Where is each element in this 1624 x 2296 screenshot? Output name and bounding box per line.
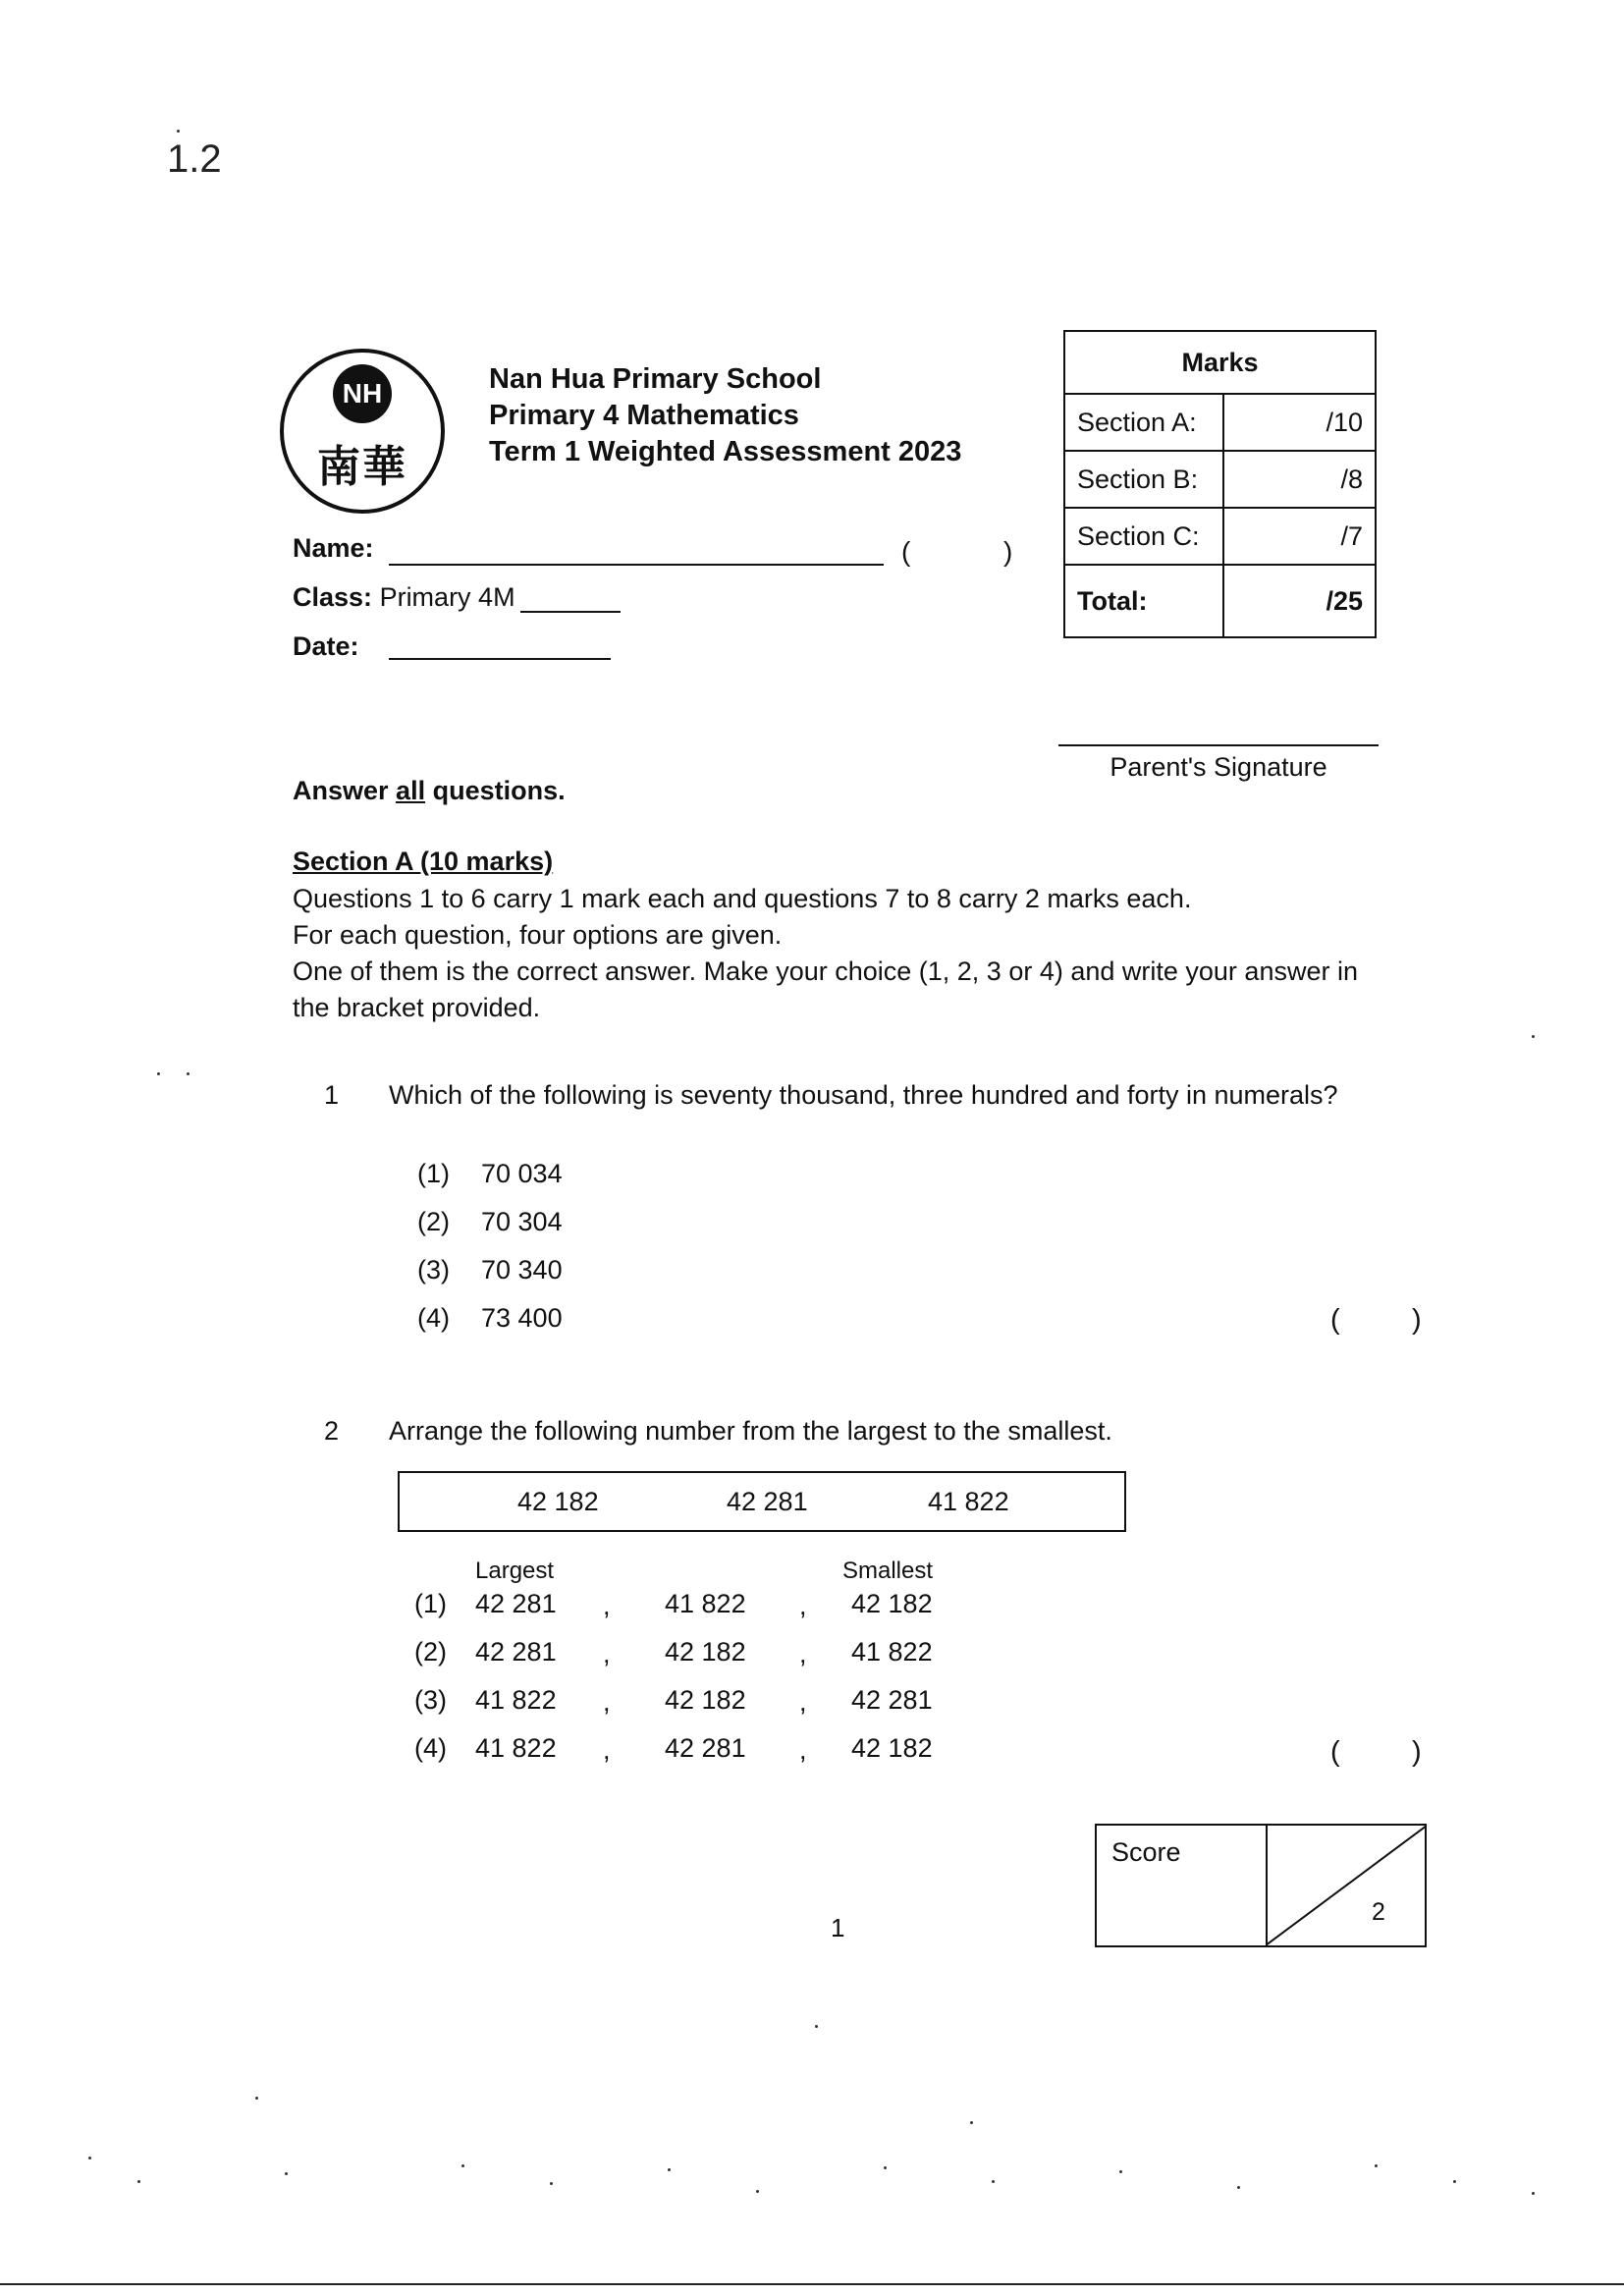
marks-total-value: /25 xyxy=(1223,565,1376,637)
option-value: 73 400 xyxy=(481,1303,563,1333)
option-number: (1) xyxy=(417,1159,450,1188)
option-separator: , xyxy=(603,1639,611,1668)
section-a-line: For each question, four options are given. xyxy=(293,920,783,950)
scan-speck xyxy=(285,2172,288,2175)
option-value: 42 281 xyxy=(475,1637,557,1667)
scan-speck xyxy=(137,2180,140,2183)
scan-speck xyxy=(550,2182,553,2185)
score-diagonal xyxy=(1266,1826,1427,1945)
scan-speck xyxy=(756,2190,759,2193)
scan-speck xyxy=(157,1072,160,1075)
class-label: Class: xyxy=(293,582,373,612)
option-separator: , xyxy=(603,1687,611,1717)
section-a-line: the bracket provided. xyxy=(293,993,541,1022)
q1-answer-field[interactable] xyxy=(1343,1301,1412,1337)
option-number: (3) xyxy=(414,1685,447,1715)
page-number: 1 xyxy=(831,1913,845,1942)
scan-speck xyxy=(815,2025,818,2028)
answer-bracket-open: ( xyxy=(1330,1736,1340,1768)
class-value: Primary 4M xyxy=(379,582,515,612)
logo-chinese-text: 南華 xyxy=(317,442,407,492)
index-open-bracket: ( xyxy=(901,536,911,567)
marks-label: Section C: xyxy=(1064,508,1223,565)
index-close-bracket: ) xyxy=(1003,536,1013,567)
marks-value: /10 xyxy=(1223,394,1376,451)
class-row xyxy=(293,582,515,613)
option-separator: , xyxy=(799,1687,807,1717)
instruction-text: Answer xyxy=(293,776,397,805)
question-number: 1 xyxy=(324,1080,340,1110)
assessment-title: Term 1 Weighted Assessment 2023 xyxy=(489,436,962,467)
score-box xyxy=(1095,1824,1427,1947)
option-value: 42 182 xyxy=(851,1589,933,1618)
option-number: (3) xyxy=(417,1255,450,1285)
q2-answer-field[interactable] xyxy=(1343,1733,1412,1769)
section-a-line: One of them is the correct answer. Make your choice (1, 2, 3 or 4) and write your answer in xyxy=(293,957,1358,986)
option-number: (2) xyxy=(414,1637,447,1667)
numbers-box xyxy=(398,1471,1126,1532)
score-total: 2 xyxy=(1372,1898,1385,1926)
header-block xyxy=(489,361,961,470)
scan-speck xyxy=(177,130,180,133)
option-separator: , xyxy=(603,1591,611,1620)
scan-speck xyxy=(1532,1035,1535,1038)
answer-bracket-close: ) xyxy=(1412,1304,1422,1336)
instruction-text: questions. xyxy=(425,776,566,805)
logo-initials: NH xyxy=(333,364,392,423)
option-value: 41 822 xyxy=(475,1685,557,1715)
instruction-emphasis: all xyxy=(396,776,426,805)
marks-total-label: Total: xyxy=(1064,565,1223,637)
scan-speck xyxy=(1532,2192,1535,2195)
name-label: Name: xyxy=(293,533,374,563)
option-value: 42 281 xyxy=(475,1589,557,1618)
school-logo xyxy=(280,349,445,514)
option-value: 41 822 xyxy=(475,1733,557,1763)
scan-speck xyxy=(970,2121,973,2124)
question-text: Which of the following is seventy thousand, three hundred and forty in numerals? xyxy=(389,1080,1338,1110)
scan-speck xyxy=(1375,2164,1378,2167)
option-value: 41 822 xyxy=(851,1637,933,1667)
signature-line[interactable] xyxy=(1058,744,1379,746)
option-value: 42 182 xyxy=(665,1637,746,1667)
scan-speck xyxy=(255,2097,258,2100)
marks-table xyxy=(1063,330,1377,638)
option-value: 70 304 xyxy=(481,1207,563,1236)
school-name: Nan Hua Primary School xyxy=(489,363,822,395)
marks-value: /8 xyxy=(1223,451,1376,508)
option-number: (4) xyxy=(417,1303,450,1333)
option-value: 42 281 xyxy=(851,1685,933,1715)
scan-speck xyxy=(884,2166,887,2169)
scan-speck xyxy=(1237,2186,1240,2189)
box-number: 42 281 xyxy=(727,1487,808,1516)
scan-speck xyxy=(461,2164,464,2167)
option-separator: , xyxy=(799,1591,807,1620)
option-value: 42 281 xyxy=(665,1733,746,1763)
question-text: Arrange the following number from the largest to the smallest. xyxy=(389,1416,1112,1446)
scan-speck xyxy=(1119,2170,1122,2173)
marks-value: /7 xyxy=(1223,508,1376,565)
scan-speck xyxy=(1453,2180,1456,2183)
answer-bracket-close: ) xyxy=(1412,1736,1422,1768)
date-label: Date: xyxy=(293,631,359,661)
option-separator: , xyxy=(799,1639,807,1668)
option-number: (4) xyxy=(414,1733,447,1763)
scan-speck xyxy=(668,2168,671,2171)
column-label-largest: Largest xyxy=(475,1558,555,1584)
signature-label: Parent's Signature xyxy=(1110,752,1327,782)
marks-title: Marks xyxy=(1064,331,1376,394)
scan-speck xyxy=(992,2180,995,2183)
question-number: 2 xyxy=(324,1416,340,1446)
option-number: (1) xyxy=(414,1589,447,1618)
scan-speck xyxy=(88,2157,91,2159)
option-value: 70 034 xyxy=(481,1159,563,1188)
option-separator: , xyxy=(799,1735,807,1765)
page-tag: 1.2 xyxy=(167,137,222,181)
instruction xyxy=(293,776,566,806)
score-label: Score xyxy=(1111,1837,1181,1867)
option-value: 41 822 xyxy=(665,1589,746,1618)
marks-label: Section B: xyxy=(1064,451,1223,508)
option-value: 70 340 xyxy=(481,1255,563,1285)
subject-title: Primary 4 Mathematics xyxy=(489,400,799,431)
section-a-title: Section A (10 marks) xyxy=(293,847,554,876)
answer-bracket-open: ( xyxy=(1330,1304,1340,1336)
option-separator: , xyxy=(603,1735,611,1765)
option-value: 42 182 xyxy=(665,1685,746,1715)
option-value: 42 182 xyxy=(851,1733,933,1763)
box-number: 42 182 xyxy=(517,1487,599,1516)
section-a-line: Questions 1 to 6 carry 1 mark each and questions 7 to 8 carry 2 marks each. xyxy=(293,884,1192,913)
class-field[interactable] xyxy=(520,611,621,613)
option-number: (2) xyxy=(417,1207,450,1236)
column-label-smallest: Smallest xyxy=(842,1558,934,1584)
page-edge xyxy=(0,2283,1624,2285)
marks-label: Section A: xyxy=(1064,394,1223,451)
name-field[interactable] xyxy=(389,564,884,566)
date-field[interactable] xyxy=(389,658,611,660)
box-number: 41 822 xyxy=(928,1487,1009,1516)
scan-speck xyxy=(187,1072,189,1075)
